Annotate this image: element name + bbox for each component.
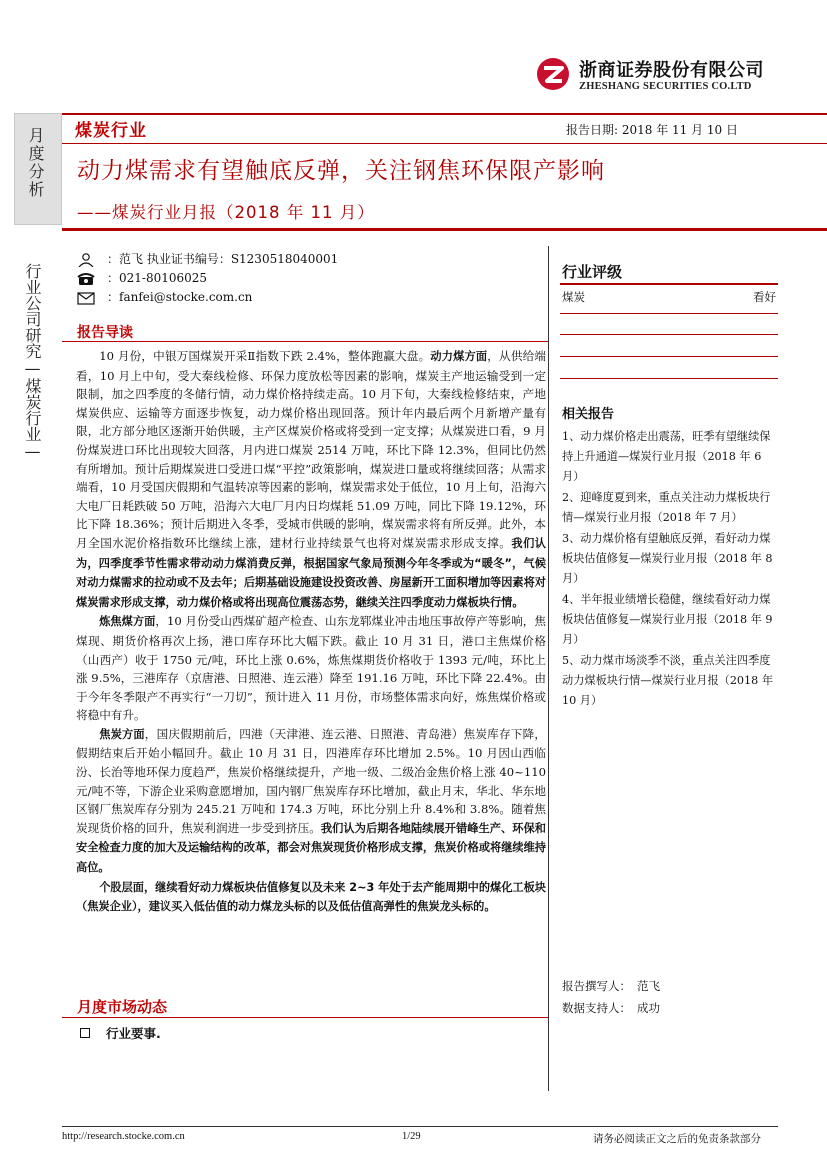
rating-divider-3 <box>560 356 778 357</box>
rating-divider-2 <box>560 334 778 335</box>
author-box <box>562 975 660 1019</box>
guide-heading-underline <box>62 341 548 342</box>
page-subtitle: ——煤炭行业月报（2018 年 11 月） <box>77 203 375 222</box>
page-number: 1/29 <box>402 1131 421 1142</box>
title-divider <box>62 228 827 231</box>
analyst-contacts <box>77 250 338 307</box>
email-address: ：fanfei@stocke.com.cn <box>107 290 253 304</box>
writer-name: 范飞 <box>637 979 660 993</box>
monthly-heading-underline <box>62 1017 548 1018</box>
contact-row-email <box>77 288 338 307</box>
guide-paragraph-thermal-coal: 10 月份，中银万国煤炭开采Ⅱ指数下跌 2.4%，整体跑赢大盘。动力煤方面，从供给端看，10 月上中旬，受大秦线检修、环保力度放松等因素的影响，煤炭主产地运输受到一定限制，加之四季度的冬储行情，动力煤价格持续走高。10 月下旬，大秦线检修结束，产地煤炭供应、运输等方面逐步恢复，动力煤价格出现回落。预计年内最后两个月新增产量有限，北方部分地区逐渐开始供暖，主产区煤炭价格或将受到一定支撑；从煤炭进口看，9 月份煤炭进口环比出现较大回落，月内进口煤炭 2514 万吨，环比下降 12.3%，但同比仍然有所增加。预计后期煤炭进口受进口煤“平控”政策影响，煤炭进口量或将继续回落；从需求端看，10 月受国庆假期和气温转凉等因素的影响，煤炭需求处于低位，10 月上旬，沿海六大电厂日耗跌破 50 万吨，沿海六大电厂月内日均煤耗 51.09 万吨，同比下降 19.12%，环比下降 18.36%；预计后期进入冬季，受城市供暖的影响，煤炭需求将有所反弹。此外，本月全国水泥价格指数环比继续上涨，建材行业持续景气也将对煤炭需求形成支撑。我们认为，四季度季节性需求带动动力煤消费反弹，根据国家气象局预测今年冬季或为“暖冬”，气候对动力煤需求的拉动或不及去年；后期基础设施建设投资改善、房屋新开工面积增加等因素将对煤炭需求形成支撑，动力煤价格或将出现高位震荡态势，継续关注四季度动力煤板块行情。 <box>76 349 546 609</box>
report-date: 报告日期: 2018 年 11 月 10 日 <box>566 123 739 137</box>
header-divider <box>62 143 827 144</box>
category-label: 行业公司研究—煤炭行业— <box>23 263 42 461</box>
left-sidebar <box>0 0 62 1169</box>
monthly-heading: 月度市场动态 <box>77 998 168 1016</box>
zheshang-logo-icon <box>535 56 571 92</box>
related-report-item[interactable]: 1、动力煤价格走出震荡，旺季有望继续保持上升通道—煤炭行业月报（2018 年 6 月） <box>562 430 771 483</box>
contact-row-phone <box>77 269 338 288</box>
guide-paragraph-coking-coal: 炼焦煤方面，10 月份受山西煤矿超产检查、山东龙郓煤业冲击地压事故停产等影响，焦煤现、期货价格再次上扬，港口库存环比大幅下跌。截止 10 月 31 日，港口主焦煤价格（山西产）收于 1750 元/吨，环比上涨 0.6%，炼焦煤期货价格收于 1393 元/吨，环比上涨 9.5%，三港库存（京唐港、日照港、连云港）降至 191.16 万吨，环比下降 22.4%。由于今年冬季限产不再实行“一刀切”，预计进入 11 月份，市场整体需求向好，炼焦煤价格或将稳中有升。 <box>76 614 546 723</box>
page-title: 动力煤需求有望触底反弹，关注钢焦环保限产影响 <box>77 158 605 184</box>
company-name-en: ZHESHANG SECURITIES CO.LTD <box>579 81 752 92</box>
rating-row <box>562 289 776 305</box>
related-report-item[interactable]: 4、半年报业绩增长稳健，继续看好动力煤板块估值修复—煤炭行业月报（2018 年 9 月） <box>562 593 773 646</box>
footer-url[interactable]: http://research.stocke.com.cn <box>62 1131 185 1142</box>
footer-disclaimer: 请务必阅读正文之后的免责条款部分 <box>593 1133 761 1145</box>
rating-divider-1 <box>560 313 778 314</box>
footer-divider <box>62 1126 778 1127</box>
report-type-label: 月度分析 <box>26 127 45 199</box>
related-report-item[interactable]: 2、迎峰度夏到来，重点关注动力煤板块行情—煤炭行业月报（2018 年 7 月） <box>562 491 771 524</box>
industry-news-bullet <box>80 1024 161 1042</box>
related-report-item[interactable]: 5、动力煤市场淡季不淡，重点关注四季度动力煤板块行情—煤炭行业月报（2018 年 10 月） <box>562 654 774 707</box>
checkbox-bullet-icon <box>80 1028 90 1038</box>
column-divider <box>548 246 549 1091</box>
support-row <box>562 997 660 1019</box>
related-report-item[interactable]: 3、动力煤价格有望触底反弹，看好动力煤板块估值修复—煤炭行业月报（2018 年 8 月） <box>562 532 773 585</box>
rating-value: 看好 <box>753 290 776 304</box>
analyst-info: ：范飞 执业证书编号：S1230518040001 <box>107 252 339 266</box>
related-heading: 相关报告 <box>562 407 615 422</box>
guide-heading: 报告导读 <box>77 325 133 341</box>
guide-body <box>76 347 546 917</box>
rating-industry: 煤炭 <box>562 290 585 304</box>
rating-underline <box>560 283 778 285</box>
top-divider <box>62 113 827 115</box>
support-label: 数据支持人： <box>562 1001 631 1015</box>
related-reports-list <box>562 427 778 712</box>
rating-heading: 行业评级 <box>562 263 623 281</box>
company-logo <box>535 54 775 96</box>
contact-row-analyst <box>77 250 338 269</box>
guide-paragraph-stocks: 个股层面，继续看好动力煤板块估值修复以及未来 2~3 年处于去产能周期中的煤化工板块（焦炭企业），建议买入低估值的动力煤龙头标的以及低估值高弹性的焦炭龙头标的。 <box>76 880 546 914</box>
mail-icon <box>77 291 95 305</box>
guide-paragraph-coke: 焦炭方面，国庆假期前后，四港（天津港、连云港、日照港、青岛港）焦炭库存下降，假期结束后开始小幅回升。截止 10 月 31 日，四港库存环比增加 2.5%。10 月因山西临汾、长治等地环保力度趋严，焦炭价格继续提升，产地一级、二级冶金焦价格上涨 40~110 元/吨不等，下游企业采购意愿增加，国内钢厂焦炭库存环比增加，截止月末，华北、华东地区钢厂焦炭库存分别为 245.21 万吨和 174.3 万吨，环比分别上升 8.4%和 3.8%。随着焦炭现货价格的回升，焦炭利润进一步受到挤压。我们认为后期各地陆续展开错峰生产、环保和安全检查力度的加大及运输结构的改革，都会对焦炭现货价格形成支撑，焦炭价格或将继续维持高位。 <box>76 726 546 875</box>
person-icon <box>77 253 95 267</box>
phone-number: ：021-80106025 <box>107 271 208 285</box>
writer-label: 报告撰写人： <box>562 979 631 993</box>
industry-label: 煤炭行业 <box>75 121 147 141</box>
industry-news-label: 行业要事. <box>106 1026 161 1041</box>
company-name-cn: 浙商证券股份有限公司 <box>579 60 764 81</box>
rating-divider-4 <box>560 378 778 379</box>
support-name: 成功 <box>637 1001 660 1015</box>
writer-row <box>562 975 660 997</box>
phone-icon <box>77 272 95 286</box>
